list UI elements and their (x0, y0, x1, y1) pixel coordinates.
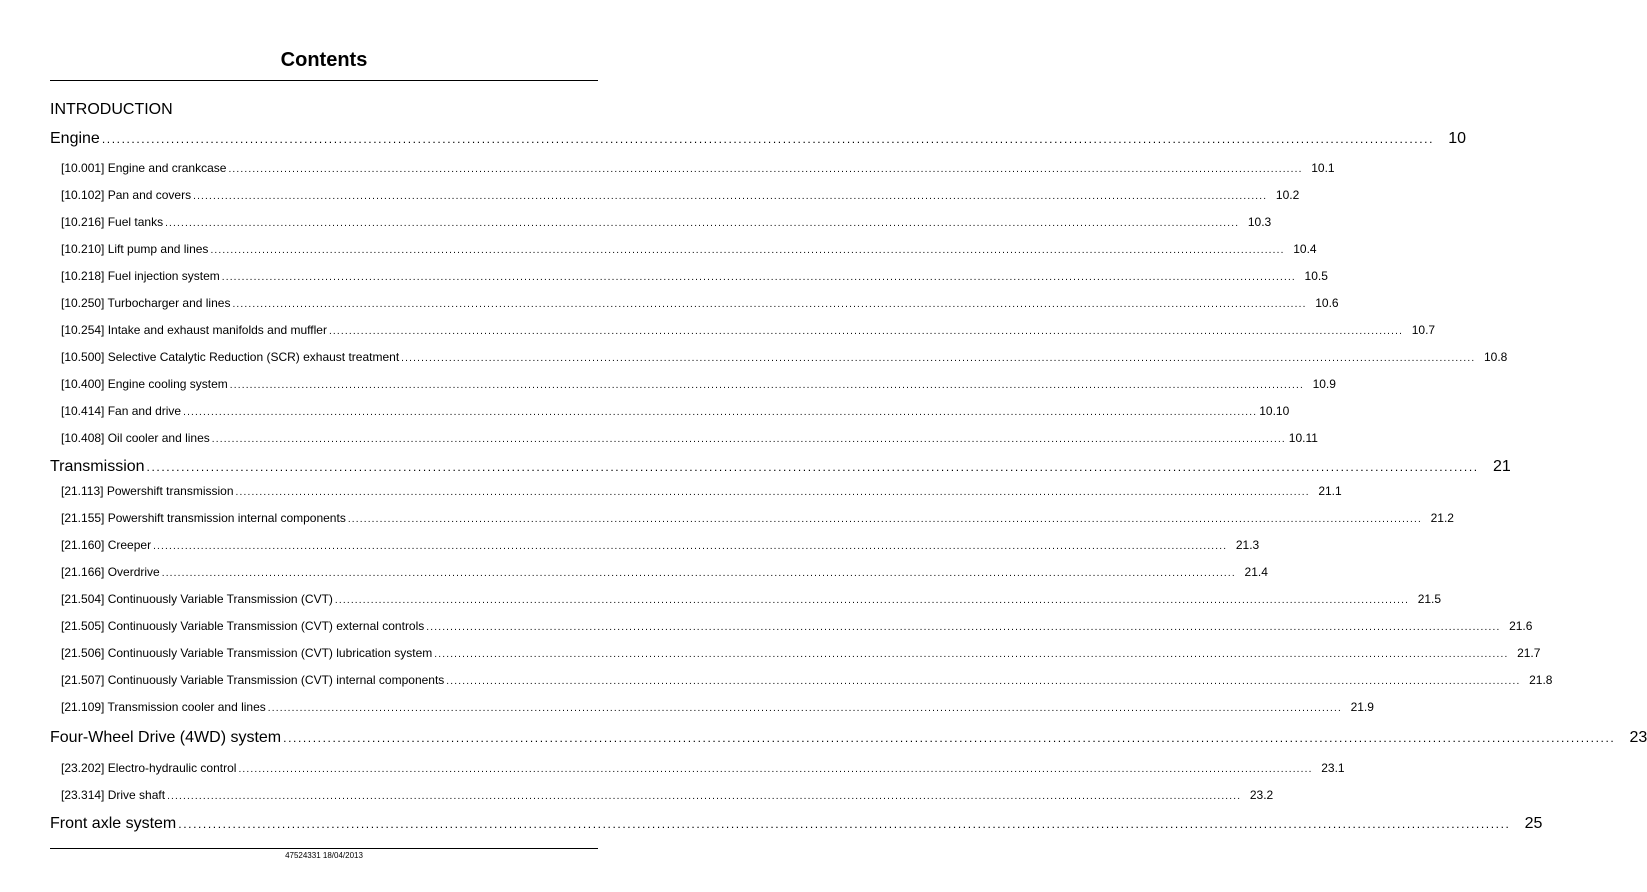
dot-leader: .............................................................................................................................................................................................................................................................................. (334, 595, 1410, 606)
section-page-number: 21.2 (1430, 511, 1454, 525)
section-title: [21.166] Overdrive (61, 565, 160, 579)
chapter-page-number: 23 (1629, 729, 1647, 746)
section-title: [21.113] Powershift transmission (61, 484, 234, 498)
dot-leader: .............................................................................................................................................................................................................................................................................. (165, 218, 1240, 229)
section-title: [10.102] Pan and covers (61, 188, 192, 202)
section-page-number: 21.7 (1517, 646, 1541, 660)
section-page-number: 10.1 (1311, 161, 1335, 175)
chapter-title: Engine (50, 130, 100, 147)
dot-leader: .............................................................................................................................................................................................................................................................................. (347, 514, 1422, 525)
dot-leader: .............................................................................................................................................................................................................................................................................. (267, 703, 1342, 714)
introduction-heading[interactable]: INTRODUCTION (50, 101, 173, 118)
dot-leader: .............................................................................................................................................................................................................................................................................. (221, 272, 1296, 283)
toc-section-entry[interactable] (61, 592, 1442, 606)
toc-section-entry[interactable] (61, 242, 1317, 256)
toc-section-entry[interactable] (61, 161, 1335, 175)
section-page-number: 21.6 (1509, 619, 1533, 633)
toc-section-entry[interactable] (61, 296, 1339, 310)
section-page-number: 10.4 (1293, 242, 1317, 256)
section-title: [10.400] Engine cooling system (61, 377, 228, 391)
section-page-number: 21.3 (1235, 538, 1260, 552)
section-title: [21.155] Powershift transmission internal components (61, 511, 346, 525)
section-title: [21.160] Creeper (61, 538, 152, 552)
chapter-title: Front axle system (50, 815, 177, 832)
chapter-page-number: 25 (1524, 815, 1543, 832)
section-page-number: 21.9 (1350, 700, 1374, 714)
section-page-number: 10.6 (1315, 296, 1339, 310)
section-title: [10.414] Fan and drive (61, 404, 182, 418)
toc-section-entry[interactable] (61, 788, 1274, 802)
title-divider (50, 80, 598, 81)
section-title: [10.408] Oil cooler and lines (61, 431, 210, 445)
dot-leader: .............................................................................................................................................................................................................................................................................. (446, 676, 1521, 687)
dot-leader: .............................................................................................................................................................................................................................................................................. (228, 164, 1303, 175)
dot-leader: .............................................................................................................................................................................................................................................................................. (146, 460, 1479, 474)
section-page-number: 10.2 (1275, 188, 1300, 202)
dot-leader: .............................................................................................................................................................................................................................................................................. (178, 817, 1511, 831)
dot-leader: .............................................................................................................................................................................................................................................................................. (235, 487, 1310, 498)
toc-section-entry[interactable] (61, 404, 1290, 418)
toc-chapter-entry[interactable] (50, 815, 1543, 833)
footer-doc-id: 47524331 18/04/2013 (285, 851, 363, 860)
section-page-number: 23.1 (1321, 761, 1345, 775)
toc-section-entry[interactable] (61, 350, 1508, 364)
section-page-number: 10.10 (1259, 404, 1290, 418)
section-title: [21.504] Continuously Variable Transmission (CVT) (61, 592, 333, 606)
toc-section-entry[interactable] (61, 565, 1268, 579)
dot-leader: .............................................................................................................................................................................................................................................................................. (229, 380, 1304, 391)
dot-leader: .............................................................................................................................................................................................................................................................................. (434, 649, 1509, 660)
section-title: [21.109] Transmission cooler and lines (61, 700, 266, 714)
section-page-number: 10.7 (1411, 323, 1436, 337)
toc-chapter-entry[interactable] (50, 458, 1511, 476)
toc-section-entry[interactable] (61, 215, 1272, 229)
chapter-title: Transmission (50, 458, 145, 475)
toc-section-entry[interactable] (61, 323, 1436, 337)
chapter-page-number: 10 (1448, 130, 1467, 147)
section-title: [21.506] Continuously Variable Transmission (CVT) lubrication system (61, 646, 433, 660)
toc-chapter-entry[interactable] (50, 130, 1467, 148)
toc-section-entry[interactable] (61, 377, 1336, 391)
dot-leader: .............................................................................................................................................................................................................................................................................. (426, 622, 1501, 633)
dot-leader: .............................................................................................................................................................................................................................................................................. (167, 791, 1242, 802)
section-page-number: 10.9 (1312, 377, 1336, 391)
toc-section-entry[interactable] (61, 619, 1533, 633)
toc-section-entry[interactable] (61, 673, 1553, 687)
toc-section-entry[interactable] (61, 511, 1454, 525)
dot-leader: .............................................................................................................................................................................................................................................................................. (238, 764, 1313, 775)
section-page-number: 23.2 (1249, 788, 1274, 802)
toc-section-entry[interactable] (61, 761, 1345, 775)
section-page-number: 10.8 (1483, 350, 1508, 364)
toc-section-entry[interactable] (61, 484, 1342, 498)
toc-section-entry[interactable] (61, 700, 1374, 714)
section-title: [23.202] Electro-hydraulic control (61, 761, 237, 775)
toc-chapter-entry[interactable] (50, 729, 1647, 747)
section-title: [10.250] Turbocharger and lines (61, 296, 231, 310)
page-title: Contents (280, 49, 368, 71)
chapter-page-number: 21 (1492, 458, 1511, 475)
section-title: [10.500] Selective Catalytic Reduction (SCR) exhaust treatment (61, 350, 400, 364)
section-title: [10.210] Lift pump and lines (61, 242, 209, 256)
section-page-number: 21.8 (1529, 673, 1553, 687)
dot-leader: .............................................................................................................................................................................................................................................................................. (210, 245, 1285, 256)
section-page-number: 21.1 (1318, 484, 1342, 498)
section-title: [10.001] Engine and crankcase (61, 161, 227, 175)
section-page-number: 10.5 (1304, 269, 1328, 283)
toc-section-entry[interactable] (61, 188, 1300, 202)
toc-section-entry[interactable] (61, 646, 1541, 660)
section-page-number: 21.4 (1244, 565, 1268, 579)
section-title: [10.254] Intake and exhaust manifolds and muffler (61, 323, 327, 337)
dot-leader: .............................................................................................................................................................................................................................................................................. (183, 407, 1258, 418)
toc-section-entry[interactable] (61, 538, 1260, 552)
dot-leader: .............................................................................................................................................................................................................................................................................. (232, 299, 1307, 310)
dot-leader: .............................................................................................................................................................................................................................................................................. (401, 353, 1476, 364)
section-title: [23.314] Drive shaft (61, 788, 166, 802)
section-title: [21.507] Continuously Variable Transmission (CVT) internal components (61, 673, 445, 687)
section-title: [10.216] Fuel tanks (61, 215, 164, 229)
dot-leader: .............................................................................................................................................................................................................................................................................. (161, 568, 1236, 579)
footer-divider (50, 848, 598, 849)
section-page-number: 10.11 (1288, 431, 1318, 445)
dot-leader: .............................................................................................................................................................................................................................................................................. (211, 434, 1286, 445)
section-title: [21.505] Continuously Variable Transmission (CVT) external controls (61, 619, 425, 633)
dot-leader: .............................................................................................................................................................................................................................................................................. (193, 191, 1268, 202)
section-page-number: 10.3 (1247, 215, 1272, 229)
dot-leader: .............................................................................................................................................................................................................................................................................. (283, 731, 1616, 745)
chapter-title: Four-Wheel Drive (4WD) system (50, 729, 282, 746)
dot-leader: .............................................................................................................................................................................................................................................................................. (101, 132, 1435, 146)
toc-section-entry[interactable] (61, 269, 1328, 283)
dot-leader: .............................................................................................................................................................................................................................................................................. (328, 326, 1404, 337)
dot-leader: .............................................................................................................................................................................................................................................................................. (153, 541, 1228, 552)
section-title: [10.218] Fuel injection system (61, 269, 220, 283)
section-page-number: 21.5 (1417, 592, 1442, 606)
toc-section-entry[interactable] (61, 431, 1318, 445)
